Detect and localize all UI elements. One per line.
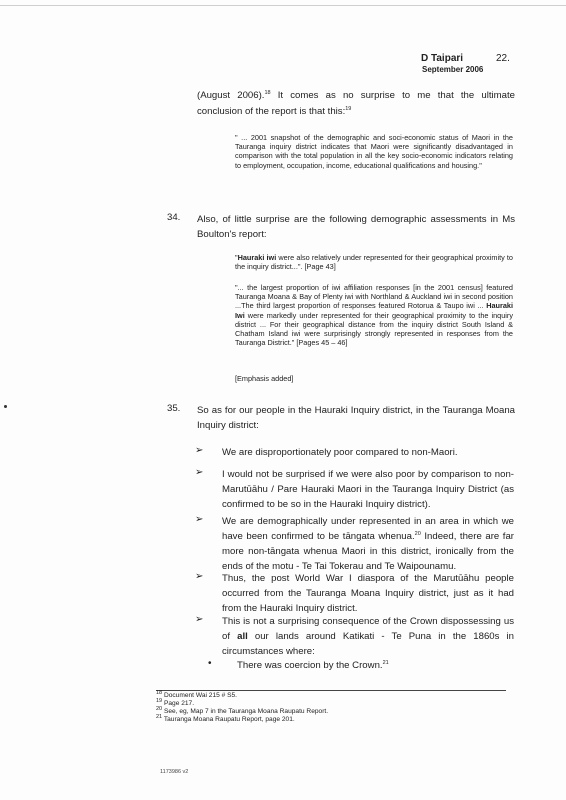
- quote-3-text-a: "... the largest proportion of iwi affiliation responses [in the 2001 census] featured Tauranga Moana & Bay of Plenty iwi with Northland & Auckland iwi in second position ...The third largest proportion of responses featured Rotorua & Taupo iwi ...: [235, 283, 513, 311]
- footnote-20: [156, 705, 329, 716]
- intro-text-b: It comes as no surprise to me that the ultimate: [270, 90, 515, 101]
- footnote-21: [156, 713, 295, 724]
- intro-line-2: [197, 104, 351, 119]
- paragraph-35-text: So as for our people in the Hauraki Inquiry district, in the Tauranga Moana Inquiry district:: [197, 405, 515, 431]
- quote-2-bold: Hauraki iwi: [237, 253, 277, 262]
- page-number: 22.: [496, 53, 510, 64]
- footnote-18: [156, 689, 238, 700]
- footnote-ref-21: 21: [382, 659, 389, 666]
- point-3-text-b: Indeed, there are far more non-tāngata whenua Maori in this district, ironically from the ends of the motu - Te Tai Tokerau and Te Waipounamu.: [222, 531, 514, 572]
- footnote-ref-18: 18: [264, 89, 271, 96]
- footnote-text: See, eg, Map 7 in the Tauranga Moana Raupatu Report.: [162, 708, 329, 715]
- round-bullet-icon: •: [208, 658, 212, 669]
- point-4: Thus, the post World War I diaspora of the Marutūāhu people occurred from the Tauranga Moana Inquiry district, just as it had from the Hauraki Inquiry district.: [222, 573, 514, 614]
- footnote-text: Document Wai 215 # S5.: [162, 692, 238, 699]
- footnote-ref-19: 19: [345, 105, 352, 112]
- arrow-bullet-icon: ➢: [195, 467, 204, 478]
- intro-line-1: [197, 88, 515, 103]
- point-5-text-a: This is not a surprising consequence of the Crown dispossessing us of: [222, 616, 514, 642]
- point-1: We are disproportionately poor compared to non-Maori.: [222, 447, 458, 458]
- paragraph-34-text: Also, of little surprise are the following demographic assessments in Ms Boulton's report:: [197, 214, 515, 240]
- quote-2-text: were also relatively under represented for their geographical proximity to the inquiry district...". [Page 43]: [235, 253, 513, 272]
- block-quote-2: [235, 253, 513, 271]
- footnote-number: 19: [156, 697, 163, 704]
- block-quote-3: [235, 283, 513, 347]
- footnote-divider: [156, 690, 506, 691]
- arrow-bullet-icon: ➢: [195, 514, 204, 525]
- sub-point-1: [237, 658, 389, 673]
- top-edge-line: [0, 0, 566, 6]
- intro-text-a: (August 2006).: [197, 90, 265, 101]
- point-5-text-b: our lands around Katikati - Te Puna in the 1860s in circumstances where:: [222, 631, 514, 657]
- quote-2-open: ": [235, 253, 238, 262]
- arrow-bullet-icon: ➢: [195, 445, 204, 456]
- arrow-bullet-icon: ➢: [195, 614, 204, 625]
- point-5-bold: all: [237, 631, 248, 642]
- footnote-text: Page 217.: [162, 700, 195, 707]
- header-author: D Taipari: [421, 53, 464, 64]
- footnote-text: Tauranga Moana Raupatu Report, page 201.: [162, 716, 295, 723]
- intro-text-c: conclusion of the report is that this:: [197, 106, 346, 117]
- footnote-number: 18: [156, 689, 163, 696]
- block-quote-1: " ... 2001 snapshot of the demographic and soci-economic status of Maori in the Tauranga inquiry district indicates that Maori were significantly disadvantaged in comparison with the total population in all the key socio-economic indicators relating to employment, occupation, income, educational qualifications and housing.": [235, 133, 513, 170]
- sub-point-1-text: There was coercion by the Crown.: [237, 660, 383, 671]
- footnote-number: 20: [156, 705, 163, 712]
- document-id: 1173986 v2: [160, 769, 189, 775]
- paragraph-number-34: 34.: [167, 212, 181, 223]
- footnote-ref-20: 20: [414, 530, 421, 537]
- footnote-number: 21: [156, 713, 163, 720]
- quote-3-text-b: were markedly under represented for their geographical proximity to the inquiry district ... For their geographical distance from the inquiry district South Island & Chatham Island iwi were surprisingly strongly represented in responses from the Tauranga District." [Pages 45 – 46]: [235, 310, 513, 348]
- point-3: [222, 514, 514, 574]
- scan-mark: [4, 405, 7, 408]
- arrow-bullet-icon: ➢: [195, 571, 204, 582]
- point-2: I would not be surprised if we were also poor by comparison to non-Marutūāhu / Pare Hauraki Maori in the Tauranga Inquiry District (as confirmed to be so in the Hauraki Inquiry district).: [222, 469, 514, 510]
- quote-3-bold: Hauraki Iwi: [235, 301, 513, 320]
- emphasis-note: [Emphasis added]: [235, 374, 294, 383]
- header-date: September 2006: [422, 65, 484, 74]
- point-5: [222, 614, 514, 659]
- paragraph-number-35: 35.: [167, 403, 181, 414]
- point-3-text-a: We are demographically under represented in an area in which we have been confirmed to be tāngata whenua.: [222, 516, 514, 542]
